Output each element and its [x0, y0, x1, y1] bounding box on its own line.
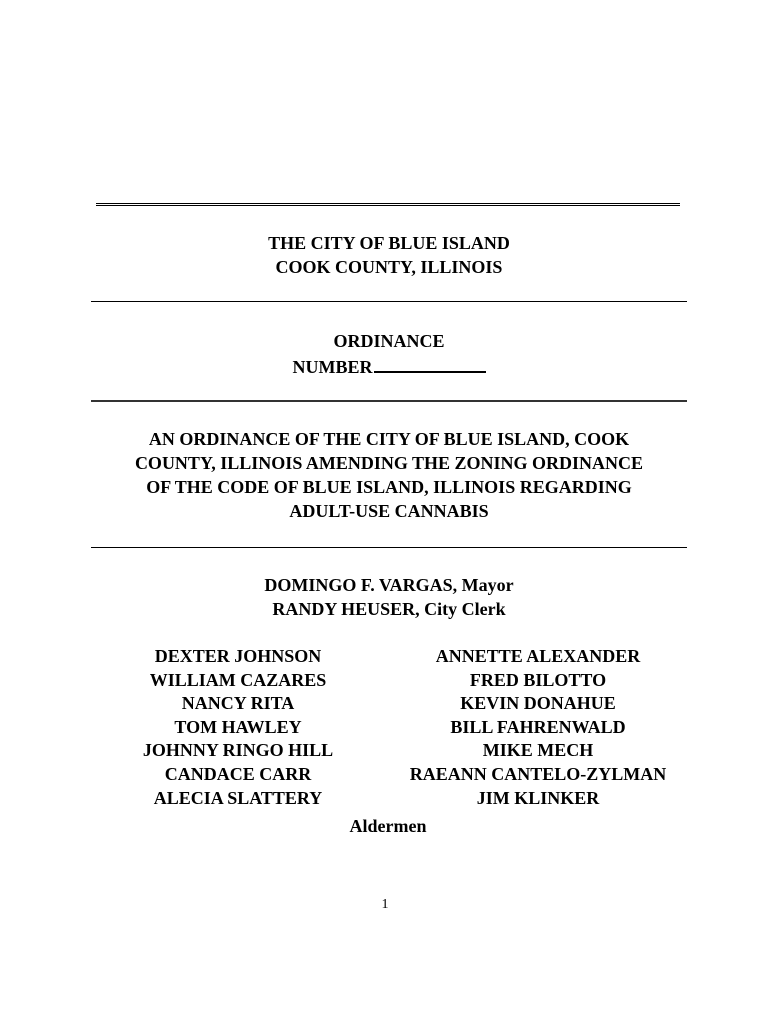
aldermen-left-column — [118, 645, 358, 810]
alderman-name: NANCY RITA — [181, 693, 295, 714]
clerk-line: RANDY HEUSER, City Clerk — [272, 599, 506, 619]
title-line: OF THE CODE OF BLUE ISLAND, ILLINOIS REGARDING — [146, 477, 632, 497]
ordinance-number-block — [91, 329, 687, 379]
alderman-name: RAEANN CANTELO-ZYLMAN — [409, 763, 667, 784]
divider-rule — [91, 301, 687, 302]
mayor-line: DOMINGO F. VARGAS, Mayor — [264, 575, 514, 595]
top-double-rule — [96, 203, 680, 206]
alderman-name: FRED BILOTTO — [469, 669, 607, 690]
county-name: COOK COUNTY, ILLINOIS — [275, 257, 503, 277]
alderman-name: DEXTER JOHNSON — [154, 646, 322, 666]
alderman-name: WILLIAM CAZARES — [149, 669, 327, 690]
alderman-name: ALECIA SLATTERY — [153, 787, 323, 808]
title-line: AN ORDINANCE OF THE CITY OF BLUE ISLAND, COOK — [148, 429, 630, 449]
alderman-name: BILL FAHRENWALD — [450, 716, 626, 737]
divider-rule — [91, 547, 687, 548]
alderman-name: KEVIN DONAHUE — [460, 693, 616, 714]
number-blank-line — [374, 353, 486, 373]
aldermen-right-column — [388, 645, 688, 810]
title-line: COUNTY, ILLINOIS AMENDING THE ZONING ORDINANCE — [134, 453, 644, 473]
ordinance-title — [95, 427, 683, 523]
number-label: NUMBER — [292, 357, 373, 377]
alderman-name: TOM HAWLEY — [174, 716, 302, 737]
aldermen-label: Aldermen — [349, 816, 427, 836]
alderman-name: ANNETTE ALEXANDER — [435, 646, 641, 666]
city-name: THE CITY OF BLUE ISLAND — [268, 233, 510, 253]
officials-block — [91, 573, 687, 621]
divider-rule — [91, 400, 687, 402]
title-line: ADULT-USE CANNABIS — [289, 501, 489, 521]
alderman-name: MIKE MECH — [482, 740, 594, 761]
ordinance-label: ORDINANCE — [333, 331, 445, 351]
alderman-name: JOHNNY RINGO HILL — [142, 740, 334, 761]
alderman-name: CANDACE CARR — [164, 763, 312, 784]
alderman-name: JIM KLINKER — [476, 787, 600, 808]
page-number: 1 — [381, 897, 389, 912]
city-header — [91, 231, 687, 279]
